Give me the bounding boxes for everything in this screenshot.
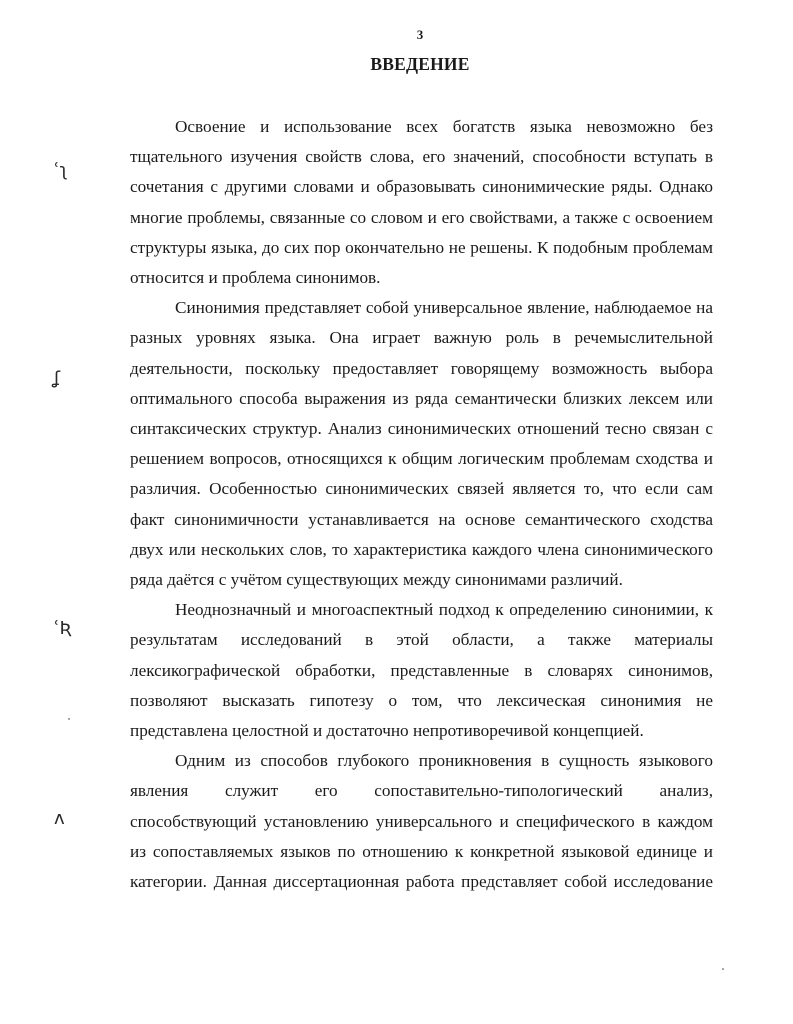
page-number: 3 <box>416 27 424 42</box>
scan-speck <box>68 718 70 720</box>
paragraph-3: Неоднозначный и многоаспектный подход к определению синонимии, к результатам исследований в этой области, а также материалы лексикографической обработки, представленные в словарях синонимов, позволяют высказать гипотезу о том, что лексическая синонимия не представлена целостной и достаточно непротиворечивой концепцией. <box>130 600 713 741</box>
paragraph-1: Освоение и использование всех богатств языка невозможно без тщательного изучения свойств слова, его значений, способности вступать в сочетания с другими словами и образовывать синонимические ряды. Однако многие проблемы, связанные со словом и его свойствами, а также с освоением структуры языка, до сих пор окончательно не решены. К подобным проблемам относится и проблема синонимов. <box>130 117 713 288</box>
scan-speck <box>722 968 724 970</box>
margin-handwritten-mark: ʿʅ <box>54 160 68 181</box>
paragraph-2: Синонимия представляет собой универсальное явление, наблюдаемое на разных уровнях языка. Она играет важную роль в речемыслительной деятельности, поскольку предоставляет говорящему возможность выбора оптимального способа выражения из ряда семантически близких лексем или синтаксических структур. Анализ синонимических отношений тесно связан с решением вопросов, относящихся к общим логическим проблемам сходства и различия. Особенностью синонимических связей является то, что если сам факт синонимичности устанавливается на основе семантического сходства двух или нескольких слов, то характеристика каждого члена синонимического ряда даётся с учётом существующих между синонимами различий. <box>130 298 713 590</box>
margin-handwritten-mark: ʿƦ <box>54 618 73 639</box>
paragraph-4: Одним из способов глубокого проникновения в сущность языкового явления служит его сопоставительно-типологический анализ, способствующий установлению универсального и специфического в каждом из сопоставляемых языков по отношению к конкретной языковой единице и категории. Данная диссертационная работа представляет собой исследование <box>130 751 713 892</box>
margin-handwritten-mark: ʌ <box>54 808 65 829</box>
margin-handwritten-mark: ʆ <box>54 368 61 389</box>
body-text <box>130 112 713 897</box>
page-title: ВВЕДЕНИЕ <box>370 54 470 74</box>
